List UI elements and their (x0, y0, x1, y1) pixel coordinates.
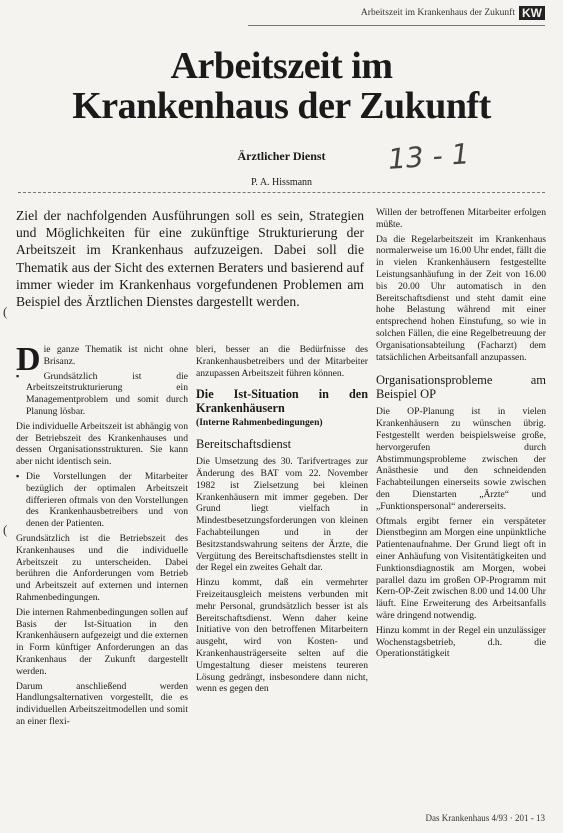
margin-mark: ( (3, 522, 8, 537)
author-byline: P. A. Hissmann (250, 177, 313, 188)
bullet-point: ▪ Die Vorstellungen der Mitarbeiter bezüglich der optimalen Arbeitszeit differieren oftmals von den Vorstellungen des Krankenhausbetreibers und von denen der Patienten. (16, 471, 188, 530)
body-paragraph: Da die Regelarbeitszeit im Krankenhaus normalerweise um 16.00 Uhr endet, fällt die in vielen Krankenhäusern festgestellte Leistungsanhäufung in der Zeit von 16.00 bis 20.00 Uhr automatisch in den Bereitschaftsdienst und steht damit eine hohe Belastung während mit einer entsprechend hohen Einstufung, so wie in solchen Fällen, die eine Regelbetreuung der Organisationsabteilung (Facharzt) dem tatsächlichen Arbeitsanfall anzupassen. (376, 233, 546, 363)
drop-cap: D (16, 341, 41, 378)
text-column-3 (376, 207, 546, 663)
lead-paragraph: Ziel der nachfolgenden Ausführungen soll es sein, Strategien und Möglichkeiten für eine zukünftige Strukturierung der Arbeitszeit im Krankenhaus aufzuzeigen. Dabei soll die Thematik aus der Sicht des externen Beraters und basierend auf immer wieder im Krankenhaus vorgefundenen Problemen am Beispiel des Ärztlichen Dienstes dargestellt werden. (16, 208, 364, 310)
body-paragraph: Oftmals ergibt ferner ein verspäteter Dienstbeginn am Morgen eine unpünktliche Patientenaufnahme. Der Grund liegt oft in einer Anhäufung von Visitentätigkeiten und Funktionsdiagnostik am Morgen, wobei parallel dazu im großen OP-Programm mit Kern-OP-Zeit zwischen 8.00 und 14.00 Uhr läuft. Eine Erweiterung des Arbeitsanfalls wäre dringend notwendig. (376, 515, 546, 621)
body-paragraph: Willen der betroffenen Mitarbeiter erfolgen müßte. (376, 207, 546, 230)
section-heading: Die Ist-Situation in den Krankenhäusern (196, 387, 368, 416)
running-header: Arbeitszeit im Krankenhaus der Zukunft (360, 8, 515, 18)
handwritten-note: 13 - 1 (386, 137, 471, 176)
text-column-1 (16, 341, 188, 731)
body-paragraph: Die OP-Planung ist in vielen Krankenhäusern zu wünschen übrig. Festgestellt werden beispielsweise große, hervorgerufen durch Abstimmungsprobleme zwischen der Anästhesie und den schneidenden Fachabteilungen einerseits sowie zwischen den Dienstarten „Ärzte“ und „Funktionspersonal“ andererseits. (376, 406, 546, 512)
body-paragraph: Grundsätzlich ist die Betriebszeit des Krankenhauses und die individuelle Arbeitszeit zu unterscheiden. Dabei berühren die Anforderungen vom Betrieb und Arbeitszeit auf externen und internen Rahmenbedingungen. (16, 532, 188, 603)
title-line-2: Krankenhaus der Zukunft (72, 85, 491, 127)
section-label: Ärztlicher Dienst (237, 149, 326, 163)
body-paragraph: Die internen Rahmenbedingungen sollen auf Basis der Ist-Situation in den Krankenhäusern aufgezeigt und die externen in Form künftiger Anforderungen an das Krankenhaus der Zukunft dargestellt werden. (16, 606, 188, 677)
divider-rule (18, 192, 545, 193)
body-paragraph: Hinzu kommt, daß ein vermehrter Freizeitausgleich meistens verbunden mit mehr Personal, grundsätzlich besser ist als Bereitschaftsdienst. Wenn daher keine Initiative von den betroffenen Mitarbeitern ausgeht, wird von Kosten- und Krankenhausträgerseite selten auf die Umgestaltung dieser meistens teureren Lösung gedrängt, insbesondere dann nicht, wenn es gegen den (196, 577, 368, 695)
article-title (0, 46, 563, 126)
text-column-2 (196, 344, 368, 698)
page-footer: Das Krankenhaus 4/93 · 201 - 13 (425, 813, 545, 823)
intro-paragraph: Die ganze Thematik ist nicht ohne Brisanz. (16, 341, 188, 378)
section-subheading: (Interne Rahmenbedingungen) (196, 417, 323, 429)
title-line-1: Arbeitszeit im (170, 45, 393, 87)
section-heading: Organisationsprobleme am Beispiel OP (376, 373, 546, 402)
body-paragraph: Die Umsetzung des 30. Tarifvertrages zur Änderung des BAT vom 22. November 1982 ist Zielsetzung bei kleinen Krankenhäusern mit immer gegeben. Der Grund liegt vielfach in Mindestbesetzungsforderungen von kleinen Fachabteilungen und in der Besitzstandswahrung seitens der Ärzte, die Vergütung des Bereitschaftsdienstes stellt in der Regel ein zweites Gehalt dar. (196, 456, 368, 574)
publication-logo: KW (519, 6, 545, 20)
bullet-point: ▪ Grundsätzlich ist die Arbeitszeitstrukturierung ein Managementproblem und somit durch Planung lösbar. (16, 371, 188, 418)
header-rule (248, 25, 545, 26)
body-paragraph: Darum anschließend werden Handlungsalternativen vorgestellt, die es individuellen Arbeitszeitmodellen und somit an einer flexi- (16, 680, 188, 727)
body-paragraph: bleri, besser an die Bedürfnisse des Krankenhausbetreibers und der Mitarbeiter anzupassen Arbeitszeit führen können. (196, 344, 368, 379)
section-heading: Bereitschaftsdienst (196, 437, 292, 452)
margin-mark: ( (3, 304, 8, 319)
body-paragraph: Die individuelle Arbeitszeit ist abhängig von der Betriebszeit des Krankenhauses und dessen Organisationsstrukturen. Sie kann aber nicht identisch sein. (16, 420, 188, 468)
body-paragraph: Hinzu kommt in der Regel ein unzulässiger Wochenstagsbetrieb, d.h. die Operationstätigkeit (376, 624, 546, 660)
